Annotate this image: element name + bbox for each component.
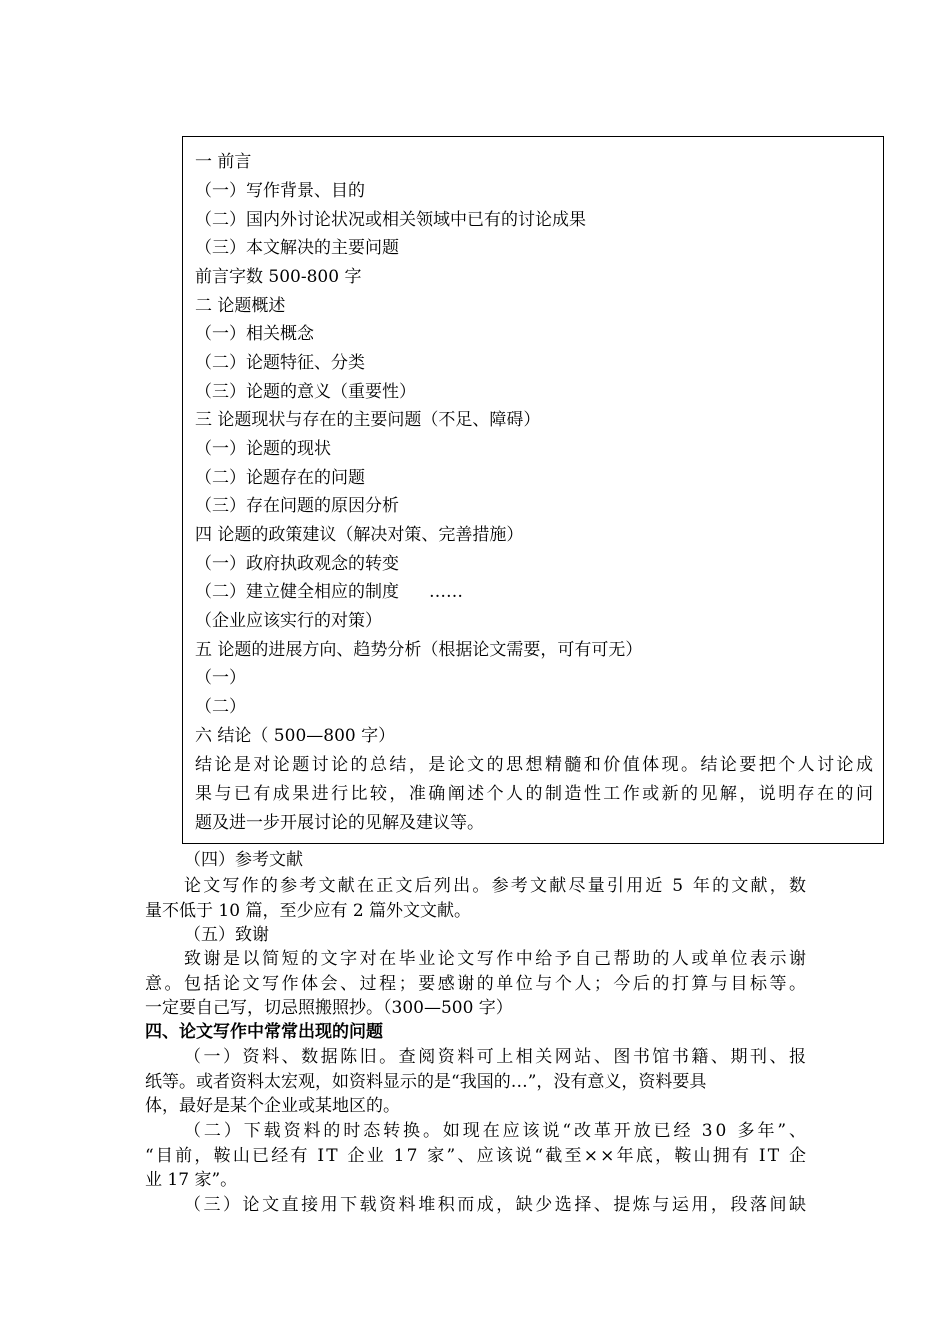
outline-heading-4: 四 论题的政策建议（解决对策、完善措施） bbox=[195, 525, 524, 545]
paragraph-line: 量不低于 10 篇，至少应有 2 篇外文文献。 bbox=[145, 901, 472, 921]
ellipsis: …… bbox=[429, 582, 463, 602]
conclusion-text-line: 题及进一步开展讨论的见解及建议等。 bbox=[195, 813, 484, 833]
outline-item: （一）相关概念 bbox=[195, 324, 314, 344]
outline-item bbox=[195, 581, 463, 603]
outline-heading-6: 六 结论（ 500—800 字） bbox=[195, 726, 396, 746]
outline-item-text: （一）政府执政观念的转变 bbox=[195, 554, 399, 574]
outline-item: （二）国内外讨论状况或相关领域中已有的讨论成果 bbox=[195, 210, 586, 230]
outline-box bbox=[182, 136, 884, 844]
paragraph-line: 业 17 家”。 bbox=[145, 1170, 238, 1190]
outline-note: （企业应该实行的对策） bbox=[195, 611, 382, 631]
paragraph-line: 纸等。或者资料太宏观，如资料显示的是“我国的…”，没有意义，资料要具 bbox=[145, 1072, 707, 1092]
paragraph-line: （三）论文直接用下载资料堆积而成，缺少选择、提炼与运用，段落间缺 bbox=[184, 1195, 809, 1215]
paragraph-line: “目前，鞍山已经有 IT 企业 17 家”、应该说“截至××年底，鞍山拥有 IT 企 bbox=[145, 1146, 809, 1166]
conclusion-text-line: 果与已有成果进行比较，准确阐述个人的制造性工作或新的见解，说明存在的问 bbox=[195, 784, 876, 804]
outline-item: （三）存在问题的原因分析 bbox=[195, 496, 399, 516]
outline-heading-2: 二 论题概述 bbox=[195, 296, 286, 316]
outline-item: （一） bbox=[195, 668, 246, 688]
section-heading: 四、论文写作中常常出现的问题 bbox=[145, 1022, 383, 1042]
acknowledgement-heading: （五）致谢 bbox=[184, 925, 269, 945]
paragraph-line: （一）资料、数据陈旧。查阅资料可上相关网站、图书馆书籍、期刊、报 bbox=[184, 1047, 809, 1067]
outline-heading-5: 五 论题的进展方向、趋势分析（根据论文需要，可有可无） bbox=[195, 640, 643, 660]
paragraph-line: 体，最好是某个企业或某地区的。 bbox=[145, 1096, 400, 1116]
outline-item: （一）论题的现状 bbox=[195, 439, 331, 459]
outline-heading-3: 三 论题现状与存在的主要问题（不足、障碍） bbox=[195, 410, 541, 430]
references-heading: （四）参考文献 bbox=[184, 850, 303, 870]
outline-item: （二）论题存在的问题 bbox=[195, 468, 365, 488]
paragraph-line: 意。包括论文写作体会、过程；要感谢的单位与个人；今后的打算与目标等。 bbox=[145, 974, 809, 994]
outline-item: （二） bbox=[195, 697, 246, 717]
paragraph-line: 一定要自己写，切忌照搬照抄。（300—500 字） bbox=[145, 998, 513, 1018]
outline-item: （三）本文解决的主要问题 bbox=[195, 238, 399, 258]
outline-item-text: （二）建立健全相应的制度 bbox=[195, 582, 399, 602]
paragraph-line: 论文写作的参考文献在正文后列出。参考文献尽量引用近 5 年的文献，数 bbox=[184, 876, 809, 896]
outline-item: （二）论题特征、分类 bbox=[195, 353, 365, 373]
paragraph-line: （二）下载资料的时态转换。如现在应该说“改革开放已经 30 多年”、 bbox=[184, 1121, 809, 1141]
conclusion-text-line: 结论是对论题讨论的总结，是论文的思想精髓和价值体现。结论要把个人讨论成 bbox=[195, 755, 876, 775]
outline-item: （一）写作背景、目的 bbox=[195, 181, 365, 201]
paragraph-line: 致谢是以简短的文字对在毕业论文写作中给予自己帮助的人或单位表示谢 bbox=[184, 949, 809, 969]
outline-item bbox=[195, 553, 399, 575]
outline-note: 前言字数 500-800 字 bbox=[195, 267, 362, 287]
outline-item: （三）论题的意义（重要性） bbox=[195, 382, 416, 402]
outline-heading-1: 一 前言 bbox=[195, 152, 252, 172]
